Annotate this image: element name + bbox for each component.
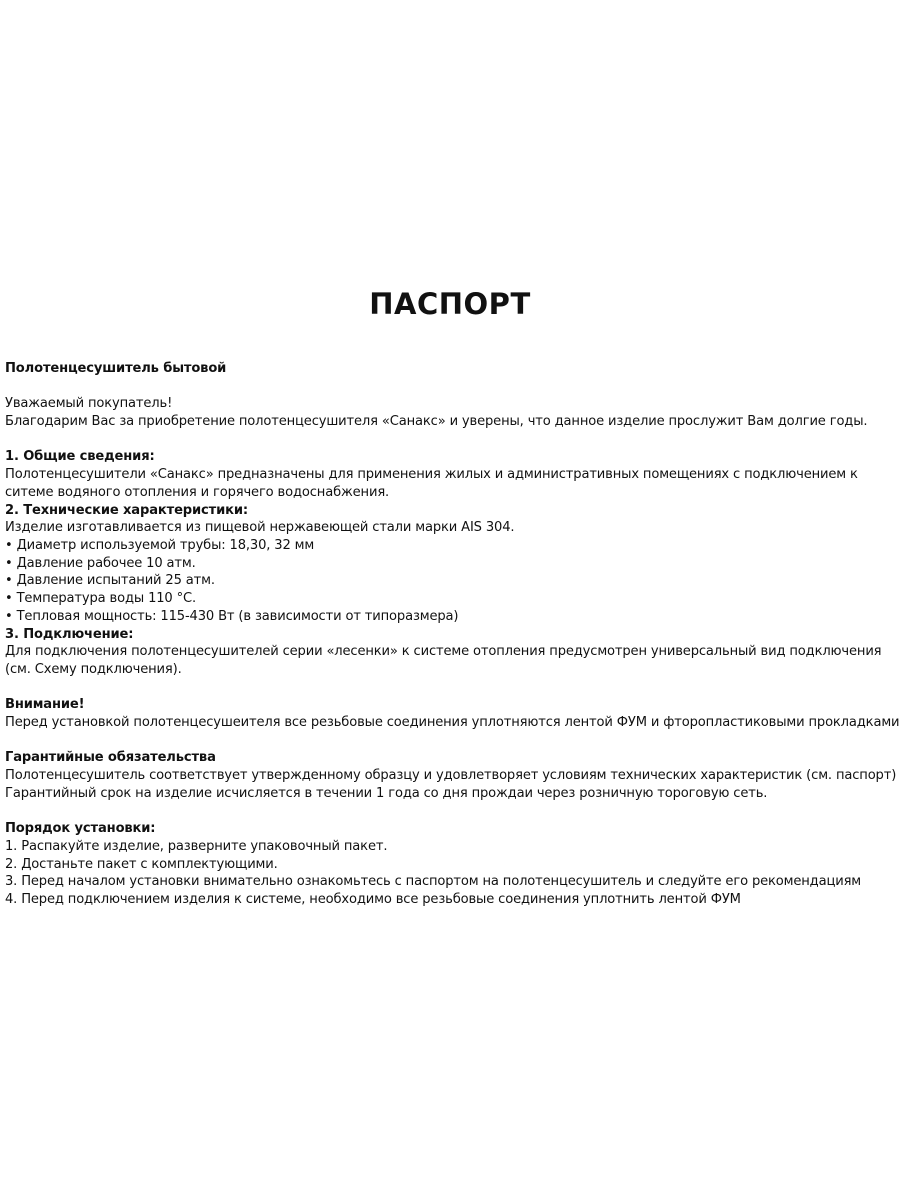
tech-item: • Тепловая мощность: 115-430 Вт (в зависимости от типоразмера)	[5, 608, 459, 624]
tech-item: • Диаметр используемой трубы: 18,30, 32 мм	[5, 538, 315, 553]
warranty-line: Гарантийный срок на изделие исчисляется в течении 1 года со дня прождаи через розничную тороговую сеть.	[5, 785, 768, 801]
tech-item: • Температура воды 110 °С.	[5, 591, 197, 607]
thanks-text: Благодарим Вас за приобретение полотенцесушителя «Санакс» и уверены, что данное изделие прослужит Вам долгие годы.	[5, 414, 868, 430]
spacer	[5, 431, 899, 449]
connection-heading: 3. Подключение:	[5, 626, 134, 642]
installation-step: 4. Перед подключением изделия к системе, необходимо все резьбовые соединения уплотнить лентой ФУМ	[5, 892, 741, 908]
spacer	[5, 803, 899, 821]
general-line: ситеме водяного отопления и горячего водоснабжения.	[5, 484, 390, 500]
connection-line: Для подключения полотенцесушителей серии «лесенки» к системе отопления предусмотрен универсальный вид подключения	[5, 644, 882, 660]
attention-heading: Внимание!	[5, 697, 85, 713]
attention-text: Перед установкой полотенцесушеителя все резьбовые соединения уплотняются лентой ФУМ и фторопластиковыми прокладками	[5, 715, 900, 731]
installation-heading: Порядок установки:	[5, 821, 156, 837]
spacer	[5, 679, 899, 697]
tech-heading: 2. Технические характеристики:	[5, 502, 248, 518]
tech-intro: Изделие изготавливается из пищевой нержавеющей стали марки AIS 304.	[5, 520, 515, 536]
spacer	[5, 378, 899, 396]
product-heading: Полотенцесушитель бытовой	[5, 361, 227, 376]
installation-step: 2. Достаньте пакет с комплектующими.	[5, 856, 278, 872]
warranty-line: Полотенцесушитель соответствует утвержденному образцу и удовлетворяет условиям технических характеристик (см. паспорт)	[5, 768, 897, 784]
installation-step: 3. Перед началом установки внимательно ознакомьтесь с паспортом на полотенцесушитель и следуйте его рекомендациям	[5, 874, 862, 890]
greeting: Уважаемый покупатель!	[5, 396, 173, 412]
installation-step: 1. Распакуйте изделие, разверните упаковочный пакет.	[5, 838, 388, 854]
spacer	[5, 732, 899, 750]
connection-line: (см. Схему подключения).	[5, 661, 182, 677]
tech-item: • Давление испытаний 25 атм.	[5, 573, 215, 589]
general-line: Полотенцесушители «Санакс» предназначены для применения жилых и административных помещениях с подключением к	[5, 467, 858, 483]
tech-item: • Давление рабочее 10 атм.	[5, 555, 196, 571]
document-body	[5, 360, 899, 909]
general-heading: 1. Общие сведения:	[5, 449, 155, 465]
document-title: ПАСПОРТ	[369, 287, 531, 321]
warranty-heading: Гарантийные обязательства	[5, 750, 216, 766]
